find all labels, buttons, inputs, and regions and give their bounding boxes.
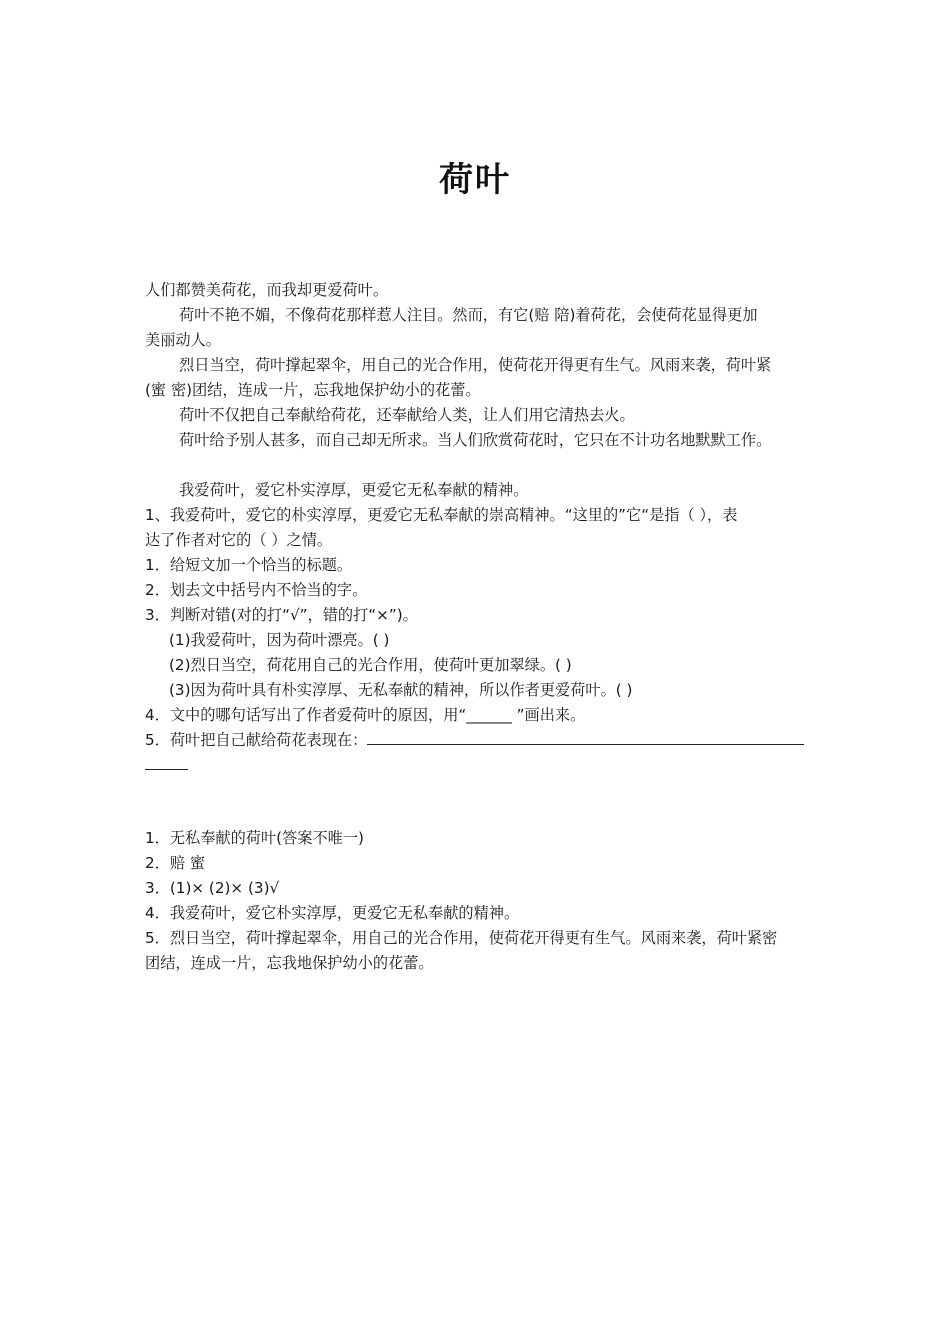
- answer-item: 3．(1)× (2)× (3)√: [145, 879, 280, 897]
- question-item: 2．划去文中括号内不恰当的字。: [145, 581, 368, 599]
- passage-line: 荷叶不仅把自己奉献给荷花，还奉献给人类，让人们用它清热去火。: [179, 406, 635, 424]
- question-item-5: [145, 728, 810, 753]
- passage-line: 荷叶不艳不媚，不像荷花那样惹人注目。然而，有它(赔 陪)着荷花，会使荷花显得更加: [179, 306, 758, 324]
- question-item: 1．给短文加一个恰当的标题。: [145, 556, 353, 574]
- question-intro-line: 1、我爱荷叶，爱它的朴实淳厚，更爱它无私奉献的崇高精神。“这里的”它“是指（ ），表: [145, 506, 738, 524]
- question-subitem: (3)因为荷叶具有朴实淳厚、无私奉献的精神，所以作者更爱荷叶。( ): [169, 681, 633, 699]
- answer-item: 2．赔 蜜: [145, 854, 206, 872]
- passage-line: 我爱荷叶，爱它朴实淳厚，更爱它无私奉献的精神。: [179, 481, 529, 499]
- answer-item: 4．我爱荷叶，爱它朴实淳厚，更爱它无私奉献的精神。: [145, 904, 520, 922]
- passage-line: 美丽动人。: [145, 331, 221, 349]
- question-subitem: (1)我爱荷叶，因为荷叶漂亮。( ): [169, 631, 390, 649]
- passage-line: 荷叶给予别人甚多，而自己却无所求。当人们欣赏荷花时，它只在不计功名地默默工作。: [179, 431, 772, 449]
- answer-blank-line: [367, 730, 804, 745]
- passage-line: (蜜 密)团结，连成一片，忘我地保护幼小的花蕾。: [145, 381, 481, 399]
- answer-item: 1．无私奉献的荷叶(答案不唯一): [145, 829, 364, 847]
- passage-line: 人们都赞美荷花，而我却更爱荷叶。: [145, 281, 388, 299]
- answer-blank-continuation: [145, 753, 810, 778]
- question-intro-line: 达了作者对它的（ ）之情。: [145, 531, 333, 549]
- question-item: 3．判断对错(对的打“√”，错的打“×”)。: [145, 606, 418, 624]
- page-title: 荷叶: [439, 160, 511, 200]
- answer-item: 团结，连成一片，忘我地保护幼小的花蕾。: [145, 954, 434, 972]
- question-subitem: (2)烈日当空，荷花用自己的光合作用，使荷叶更加翠绿。( ): [169, 656, 572, 674]
- answer-item: 5．烈日当空，荷叶撑起翠伞，用自己的光合作用，使荷花开得更有生气。风雨来袭，荷叶紧密: [145, 929, 778, 947]
- answer-blank-line: [145, 755, 188, 770]
- question-item: 4．文中的哪句话写出了作者爱荷叶的原因，用“______ ”画出来。: [145, 706, 586, 724]
- question-text: 5．荷叶把自己献给荷花表现在：: [145, 731, 368, 749]
- passage-line: 烈日当空，荷叶撑起翠伞，用自己的光合作用，使荷花开得更有生气。风雨来袭，荷叶紧: [179, 356, 772, 374]
